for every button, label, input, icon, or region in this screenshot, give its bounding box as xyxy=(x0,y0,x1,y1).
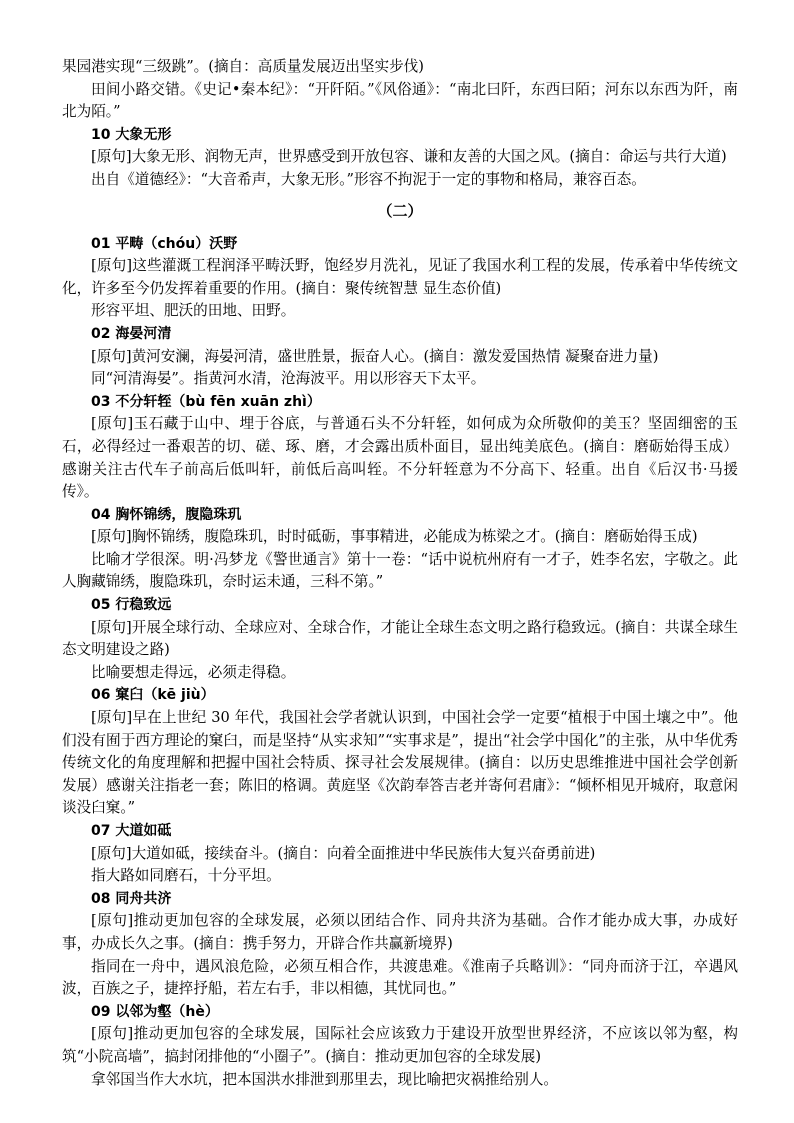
entry-07-heading: 07 大道如砥 xyxy=(91,823,172,839)
entry-03-source: [原句]玉石藏于山中、埋于谷底，与普通石头不分轩轾，如何成为众所敬仰的美玉？坚固细密的玉石，必得经过一番艰苦的切、磋、琢、磨，才会露出质朴面目，显出纯美底色。(摘自：磨砺始得玉成）感谢关注古代车子前高后低叫轩，前低后高叫轾。不分轩轾意为不分高下、轻重。出自《后汉书·马援传》。 xyxy=(62,415,738,501)
entry-08-source: [原句]推动更加包容的全球发展，必须以团结合作、同舟共济为基础。合作才能办成大事，办成好事，办成长久之事。(摘自：携手努力，开辟合作共赢新境界) xyxy=(62,912,738,952)
entry-10-heading: 10 大象无形 xyxy=(91,126,172,143)
entry-05-explain: 比喻要想走得远，必须走得稳。 xyxy=(91,663,296,681)
entry-04-source: [原句]胸怀锦绣，腹隐珠玑，时时砥砺，事事精进，必能成为栋梁之才。(摘自：磨砺始得玉成) xyxy=(91,528,698,546)
entry-08-heading: 08 同舟共济 xyxy=(91,890,172,907)
entry-06-heading: 06 窠臼（kē jiù） xyxy=(91,687,215,704)
entry-10-source: [原句]大象无形、润物无声，世界感受到开放包容、谦和友善的大国之风。(摘自：命运与共行大道) xyxy=(91,148,727,166)
entry-07-explain: 指大路如同磨石，十分平坦。 xyxy=(91,867,281,885)
intro-line-2: 田间小路交错。《史记•秦本纪》：“开阡陌。”《风俗通》：“南北曰阡，东西曰陌；河东以东西为阡，南北为陌。” xyxy=(62,80,738,121)
entry-01-explain: 形容平坦、肥沃的田地、田野。 xyxy=(91,302,296,320)
intro-line-1: 果园港实现“三级跳”。(摘自：高质量发展迈出坚实步伐) xyxy=(62,58,424,75)
entry-02-heading: 02 海晏河清 xyxy=(91,325,172,342)
entry-09-heading: 09 以邻为壑（hè） xyxy=(91,1003,219,1020)
entry-05-source: [原句]开展全球行动、全球应对、全球合作，才能让全球生态文明之路行稳致远。(摘自：共谋全球生态文明建设之路) xyxy=(62,618,738,659)
section-two-title: （二） xyxy=(377,201,423,220)
entry-03-heading: 03 不分轩轾（bù fēn xuān zhì） xyxy=(91,393,321,410)
entry-09-source: [原句]推动更加包容的全球发展，国际社会应该致力于建设开放型世界经济，不应该以邻为壑，构筑“小院高墙”，搞封闭排他的“小圈子”。(摘自：推动更加包容的全球发展) xyxy=(62,1025,738,1065)
entry-06-source: [原句]早在上世纪 30 年代，我国社会学者就认识到，中国社会学一定要“植根于中国土壤之中”。他们没有囿于西方理论的窠臼，而是坚持“从实求知”“实事求是”，提出“社会学中国化”的主张，从中华优秀传统文化的角度理解和把握中国社会特质、探寻社会发展规律。(摘自：以历史思维推进中国社会学创新发展）感谢关注指老一套；陈旧的格调。黄庭坚《次韵奉答吉老并寄何君庸》：“倾杯相见开城府，取意闲谈没臼窠。” xyxy=(62,709,738,817)
entry-07-source: [原句]大道如砥，接续奋斗。(摘自：向着全面推进中华民族伟大复兴奋勇前进) xyxy=(91,844,596,862)
entry-08-explain: 指同在一舟中，遇风浪危险，必须互相合作，共渡患难。《淮南子兵略训》：“同舟而济于江，卒遇风波，百族之子，捷捽抒船，若左右手，非以相德，其忧同也。” xyxy=(62,957,738,998)
entry-04-heading: 04 胸怀锦绣，腹隐珠玑 xyxy=(91,506,242,523)
entry-10-explain: 出自《道德经》：“大音希声，大象无形。”形容不拘泥于一定的事物和格局，兼容百态。 xyxy=(91,170,646,188)
document-page xyxy=(62,56,738,1091)
entry-09-explain: 拿邻国当作大水坑，把本国洪水排泄到那里去，现比喻把灾祸推给别人。 xyxy=(91,1070,559,1088)
entry-01-heading: 01 平畴（chóu）沃野 xyxy=(91,235,238,252)
entry-02-explain: 同“河清海晏”。指黄河水清，沧海波平。用以形容天下太平。 xyxy=(91,370,486,388)
entry-02-source: [原句]黄河安澜，海晏河清，盛世胜景，振奋人心。(摘自：激发爱国热情 凝聚奋进力量) xyxy=(91,347,659,365)
entry-05-heading: 05 行稳致远 xyxy=(91,597,172,614)
entry-04-explain: 比喻才学很深。明·冯梦龙《警世通言》第十一卷：“话中说杭州府有一才子，姓李名宏，字敬之。此人胸藏锦绣，腹隐珠玑，奈时运未通，三科不第。” xyxy=(62,550,738,591)
entry-01-source: [原句]这些灌溉工程润泽平畴沃野，饱经岁月洗礼，见证了我国水利工程的发展，传承着中华传统文化，许多至今仍发挥着重要的作用。(摘自：聚传统智慧 显生态价值) xyxy=(62,257,738,297)
